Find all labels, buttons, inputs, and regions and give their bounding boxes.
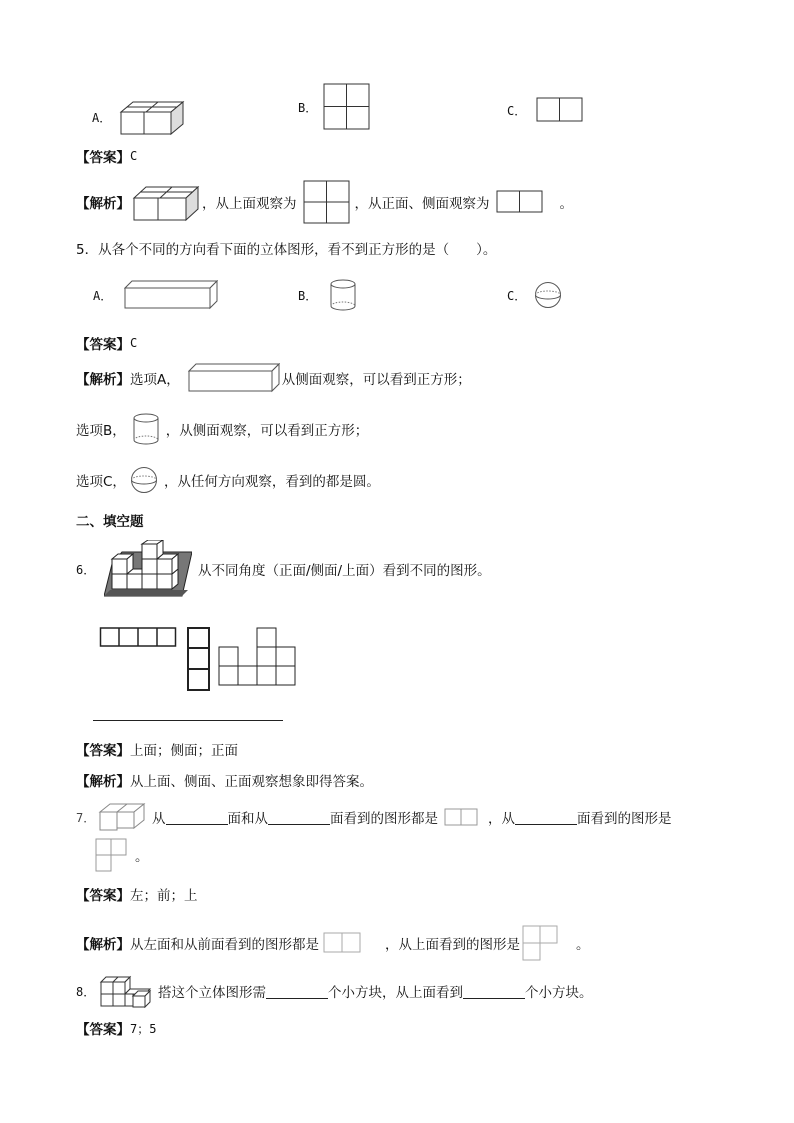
answer-value: C bbox=[130, 149, 138, 163]
option-label: C． bbox=[507, 288, 527, 303]
seven-cube-structure-icon bbox=[98, 974, 154, 1008]
q5-option-c bbox=[507, 281, 562, 309]
2x2-cube-block-icon bbox=[132, 182, 200, 222]
answer-value: 左；前；上 bbox=[130, 888, 198, 904]
analysis-text: 从上面、侧面、正面观察想象即得答案。 bbox=[130, 774, 373, 790]
analysis-text: 选项C， bbox=[76, 474, 126, 490]
view-column-of-three-icon bbox=[186, 626, 212, 692]
analysis-text: ，从上面看到的图形是 bbox=[385, 937, 520, 953]
answer-value: 7；5 bbox=[130, 1021, 157, 1036]
question-number: 7． bbox=[76, 810, 96, 825]
sphere-icon bbox=[534, 281, 562, 309]
q6-answer bbox=[76, 739, 238, 759]
question-text: 面看到的图形是 bbox=[577, 811, 672, 827]
q5-option-b bbox=[298, 279, 357, 311]
1x2-square-row-icon bbox=[444, 808, 478, 826]
q4-answer bbox=[76, 146, 137, 166]
analysis-text: 。 bbox=[576, 937, 590, 953]
question-stem: 从不同角度（正面/侧面/上面）看到不同的图形。 bbox=[198, 563, 491, 579]
analysis-tag: 【解析】 bbox=[76, 372, 130, 388]
q6-stem bbox=[76, 540, 491, 598]
question-text: 面看到的图形都是 bbox=[330, 811, 438, 827]
answer-tag: 【答案】 bbox=[76, 150, 130, 166]
section-heading: 二、填空题 bbox=[76, 514, 144, 530]
fill-blank-3[interactable] bbox=[515, 810, 577, 825]
q7-stem bbox=[76, 802, 672, 832]
cuboid-icon bbox=[124, 280, 218, 310]
q5-analysis-b bbox=[76, 413, 368, 445]
analysis-text: ，从正面、侧面观察为 bbox=[354, 196, 490, 212]
option-label: C． bbox=[507, 103, 527, 118]
question-number: 8． bbox=[76, 984, 96, 999]
2x2-square-grid-icon bbox=[323, 83, 371, 131]
analysis-text: ，从侧面观察，可以看到正方形； bbox=[165, 423, 369, 439]
option-label: A． bbox=[92, 110, 112, 125]
q8-stem bbox=[76, 974, 593, 1008]
analysis-text: ，从上面观察为 bbox=[202, 196, 297, 212]
fill-blank-1[interactable] bbox=[166, 810, 228, 825]
analysis-text: 选项A， bbox=[130, 372, 180, 388]
analysis-text: 。 bbox=[559, 196, 573, 212]
answer-tag: 【答案】 bbox=[76, 888, 130, 904]
q5-analysis-a bbox=[76, 363, 471, 393]
analysis-tag: 【解析】 bbox=[76, 774, 130, 790]
answer-tag: 【答案】 bbox=[76, 743, 130, 759]
question-text: 搭这个立体图形需 bbox=[158, 985, 266, 1001]
q8-answer bbox=[76, 1018, 156, 1038]
option-label: B． bbox=[298, 288, 318, 303]
question-text: 个小方块。 bbox=[525, 985, 593, 1001]
q7-answer bbox=[76, 884, 198, 904]
analysis-tag: 【解析】 bbox=[76, 196, 130, 212]
question-text: 个小方块，从上面看到 bbox=[328, 985, 463, 1001]
section-title bbox=[76, 510, 144, 530]
l-shape-top-view-icon bbox=[95, 838, 127, 872]
question-text: ，从 bbox=[488, 811, 515, 827]
analysis-tag: 【解析】 bbox=[76, 937, 130, 953]
q4-option-a bbox=[92, 98, 185, 136]
option-label: A． bbox=[93, 288, 113, 303]
fill-blank-1[interactable] bbox=[266, 984, 328, 999]
question-number: 6． bbox=[76, 562, 96, 577]
q6-analysis bbox=[76, 770, 373, 790]
answer-blank-line bbox=[93, 720, 283, 721]
l-shape-top-view-icon bbox=[522, 925, 558, 961]
sphere-icon bbox=[130, 466, 158, 494]
q5-analysis-c bbox=[76, 466, 380, 494]
answer-value: 上面；侧面；正面 bbox=[130, 743, 238, 759]
q5-option-a bbox=[93, 280, 218, 310]
analysis-text: 从左面和从前面看到的图形都是 bbox=[130, 937, 319, 953]
analysis-text: 选项B， bbox=[76, 423, 126, 439]
cylinder-icon bbox=[132, 413, 160, 445]
q7-stem-cont bbox=[95, 838, 149, 872]
fill-blank-2[interactable] bbox=[268, 810, 330, 825]
answer-value: C bbox=[130, 336, 138, 350]
option-label: B． bbox=[298, 100, 318, 115]
view-row-of-four-icon bbox=[99, 626, 177, 648]
cylinder-icon bbox=[329, 279, 357, 311]
question-text: 从 bbox=[152, 811, 166, 827]
view-front-shape-icon bbox=[218, 627, 298, 687]
question-text: 面和从 bbox=[227, 811, 268, 827]
q7-analysis bbox=[76, 925, 590, 961]
2x2-square-grid-icon bbox=[303, 180, 351, 224]
1x2-square-row-icon bbox=[496, 190, 544, 214]
analysis-text: ，从任何方向观察，看到的都是圆。 bbox=[163, 474, 380, 490]
answer-tag: 【答案】 bbox=[76, 337, 130, 353]
cube-stack-on-base-icon bbox=[104, 540, 192, 598]
q4-option-b bbox=[298, 83, 371, 131]
question-text: 。 bbox=[135, 849, 149, 865]
fill-blank-2[interactable] bbox=[463, 984, 525, 999]
q5-stem bbox=[76, 238, 496, 258]
1x2-square-row-icon bbox=[323, 932, 361, 954]
2x2-cube-block-icon bbox=[119, 98, 185, 136]
q4-analysis bbox=[76, 180, 573, 224]
analysis-text: 从侧面观察，可以看到正方形； bbox=[281, 372, 471, 388]
q5-answer bbox=[76, 333, 137, 353]
1x2-square-row-icon bbox=[536, 97, 584, 123]
two-cube-block-icon bbox=[98, 802, 148, 832]
answer-tag: 【答案】 bbox=[76, 1022, 130, 1038]
cuboid-icon bbox=[188, 363, 280, 393]
q4-option-c bbox=[507, 97, 584, 123]
question-stem: 5．从各个不同的方向看下面的立体图形，看不到正方形的是（ ）。 bbox=[76, 242, 497, 258]
